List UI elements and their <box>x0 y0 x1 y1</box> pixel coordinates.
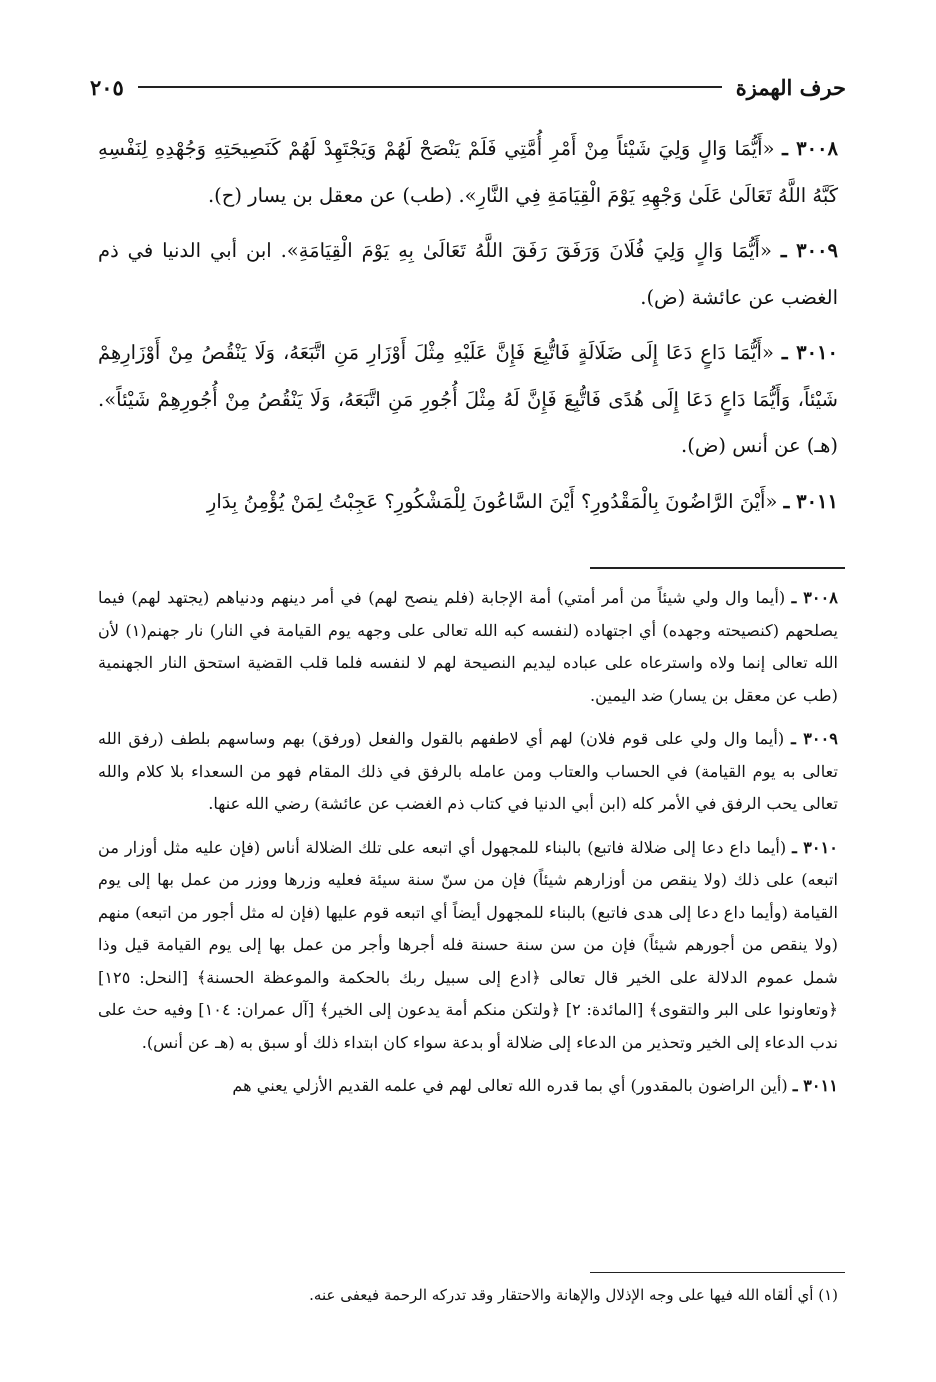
commentary-number: ٣٠١٠ ـ <box>792 837 838 857</box>
commentary-body: (أين الراضون بالمقدور) أي بما قدره الله تعالى لهم في علمه القديم الأزلي يعني هم <box>232 1076 788 1095</box>
commentary-3010 <box>98 832 838 1060</box>
commentary-body: (أيما وال ولي شيئاً من أمر أمتي) أمة الإجابة (فلم ينصح لهم) في أمر دينهم ودنياهم (يجتهد لهم) فيما يصلحهم (كنصيحته وجهده) أي اجتهاده (لنفسه كبه الله تعالى على وجهه يوم القيامة في النار) نار جهنم(١) لأن الله تعالى إنما ولاه واسترعاه على عباده ليديم النصيحة لهم لا لنفسه فلما قلب القضية استحق النار الجهنمية (طب عن معقل بن يسار) ضد اليمين. <box>98 588 838 705</box>
commentary-3008 <box>98 582 838 712</box>
hadith-number: ٣٠٠٨ ـ <box>782 137 838 160</box>
hadith-number: ٣٠٠٩ ـ <box>780 239 838 262</box>
hadith-body: «أَيُّمَا وَالٍ وَلِيَ فُلَانَ وَرَفَقَ رَفَقَ اللَّهُ تَعَالَىٰ بِهِ يَوْمَ الْقِيَامَةِ». ابن أبي الدنيا في ذم الغضب عن عائشة (ض). <box>98 239 838 309</box>
commentary-number: ٣٠١١ ـ <box>792 1076 838 1095</box>
commentary-3009 <box>98 723 838 821</box>
chapter-title: حرف الهمزة <box>735 74 846 100</box>
hadith-3009 <box>98 228 838 321</box>
hadith-text-block <box>98 126 838 534</box>
hadith-3011 <box>98 479 838 526</box>
commentary-number: ٣٠٠٨ ـ <box>791 588 838 607</box>
hadith-number: ٣٠١١ ـ <box>783 489 838 513</box>
commentary-body: (أيما داع دعا إلى ضلالة فاتبع) بالبناء للمجهول أي اتبعه على تلك الضلالة أناس (فإن عليه مثل أوزار من اتبعه) على ذلك (ولا ينقص من أوزارهم شيئاً) فإن من سنّ سنة سيئة فعليه وزرها ووزر من عمل بها إلى يوم القيامة (وأيما داع دعا إلى هدى فاتبع) بالبناء للمجهول أيضاً أي اتبعه قوم عليها (فإن له مثل أجور من اتبعه) منهم (ولا ينقص من أجورهم شيئاً) فإن من سن سنة حسنة فله أجرها وأجر من عمل بها إلى يوم القيامة قيل وذا شمل عموم الدلالة على الخير قال تعالى ﴿ادع إلى سبيل ربك بالحكمة والموعظة الحسنة﴾ [النحل: ١٢٥] ﴿وتعاونوا على البر والتقوى﴾ [المائدة: ٢] ﴿ولتكن منكم أمة يدعون إلى الخير﴾ [آل عمران: ١٠٤] وفيه حث على ندب الدعاء إلى الخير وتحذير من الدعاء إلى ضلالة أو بدعة سواء كان ابتداء ذلك أو سبق به (هـ عن أنس). <box>98 837 838 1052</box>
commentary-divider <box>590 567 845 569</box>
hadith-number: ٣٠١٠ ـ <box>781 341 838 364</box>
hadith-body: «أَيُّمَا وَالٍ وَلِيَ شَيْئاً مِنْ أَمْرِ أُمَّتِي فَلَمْ يَنْصَحْ لَهُمْ وَيَجْتَهِدْ لَهُمْ كَنَصِيحَتِهِ وَجُهْدِهِ لِنَفْسِهِ كَبَّهُ اللَّهُ تَعَالَىٰ عَلَىٰ وَجْهِهِ يَوْمَ الْقِيَامَةِ فِي النَّارِ». (طب) عن معقل بن يسار (ح). <box>98 137 838 207</box>
hadith-3008 <box>98 126 838 219</box>
commentary-number: ٣٠٠٩ ـ <box>791 729 838 748</box>
footnote-rule <box>590 1272 845 1273</box>
hadith-body: «أَيْنَ الرَّاضُونَ بِالْمَقْدُورِ؟ أَيْنَ السَّاعُونَ لِلْمَشْكُورِ؟ عَجِبْتُ لِمَنْ يُؤْمِنُ بِدَارِ <box>206 489 778 513</box>
commentary-3011 <box>98 1070 838 1103</box>
page-number: ٢٠٥ <box>90 74 124 100</box>
hadith-3010 <box>98 330 838 470</box>
footnote: (١) أي ألقاه الله فيها على وجه الإذلال والإهانة والاحتقار وقد تدركه الرحمة فيعفى عنه. <box>309 1286 838 1304</box>
hadith-body: «أَيُّمَا دَاعٍ دَعَا إِلَى ضَلَالَةٍ فَاتُّبِعَ فَإِنَّ عَلَيْهِ مِثْلَ أَوْزَارِ مَنِ اتَّبَعَهُ، وَلَا يَنْقُصُ مِنْ أَوْزَارِهِمْ شَيْئاً، وَأَيُّمَا دَاعٍ دَعَا إِلَى هُدًى فَاتُّبِعَ فَإِنَّ لَهُ مِثْلَ أُجُورِ مَنِ اتَّبَعَهُ، وَلَا يَنْقُصُ مِنْ أُجُورِهِمْ شَيْئاً». (هـ) عن أنس (ض). <box>98 341 838 457</box>
running-header <box>90 70 846 104</box>
header-rule <box>138 86 722 88</box>
commentary-body: (أيما وال ولي على قوم فلان) لهم أي لاطفهم بالقول والفعل (ورفق) بهم وساسهم بلطف (رفق الله تعالى به يوم القيامة) في الحساب والعتاب ومن عامله بالرفق في ذلك المقام فهو من السعداء بلا كلام والله تعالى يحب الرفق في الأمر كله (ابن أبي الدنيا في كتاب ذم الغضب عن عائشة) رضي الله عنها. <box>98 729 838 813</box>
commentary-block <box>98 582 838 1114</box>
